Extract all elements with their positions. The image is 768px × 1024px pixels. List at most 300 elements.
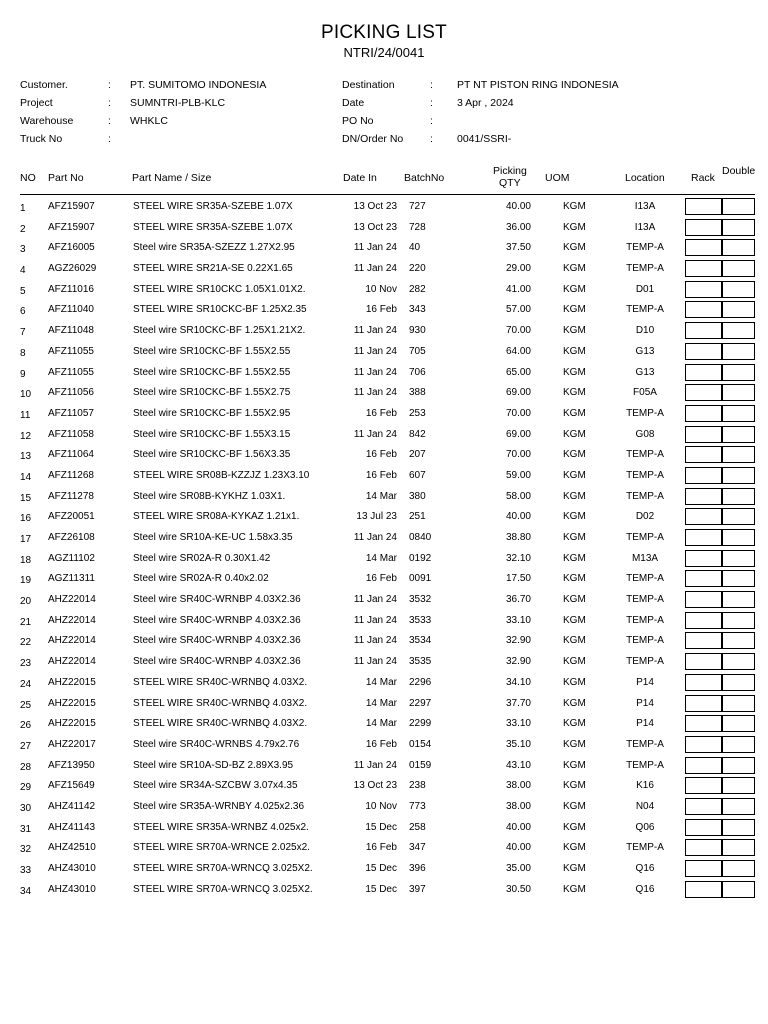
rack-checkbox[interactable] [685,695,722,712]
uom-cell: KGM [563,242,586,254]
batch-no-cell: 0091 [409,573,432,585]
date-in-cell: 16 Feb [365,304,397,316]
rack-checkbox[interactable] [685,260,722,277]
uom-cell: KGM [563,863,586,874]
table-row [0,258,768,279]
rack-checkbox[interactable] [685,653,722,670]
uom-cell: KGM [563,449,586,461]
rack-checkbox[interactable] [685,612,722,629]
location-cell: TEMP-A [626,656,664,668]
double-checkbox[interactable] [722,322,755,339]
date-in-cell: 10 Nov [365,800,397,812]
rack-checkbox[interactable] [685,757,722,774]
double-checkbox[interactable] [722,777,755,794]
location-cell: M13A [631,552,659,564]
date-in-cell: 11 Jan 24 [353,614,397,626]
header-date-in: Date In [343,172,377,184]
date-in-cell: 14 Mar [365,697,397,709]
rack-checkbox[interactable] [685,715,722,732]
table-row [0,879,768,900]
batch-no-cell: 842 [409,428,426,440]
location-cell: N04 [635,800,655,812]
picking-qty-cell: 69.00 [505,428,531,440]
uom-cell: KGM [563,780,586,792]
batch-no-cell: 2297 [409,697,432,709]
uom-cell: KGM [563,800,586,812]
picking-qty-cell: 37.70 [505,697,531,709]
double-checkbox[interactable] [722,757,755,774]
double-checkbox[interactable] [722,426,755,443]
rack-checkbox[interactable] [685,508,722,525]
rack-checkbox[interactable] [685,550,722,567]
header-double: Double [722,165,756,177]
rack-checkbox[interactable] [685,405,722,422]
location-cell: Q16 [635,863,655,874]
double-checkbox[interactable] [722,819,755,836]
row-number: 32 [20,844,32,856]
uom-cell: KGM [563,263,586,275]
double-checkbox[interactable] [722,715,755,732]
part-name-cell: Steel wire SR40C-WRNBP 4.03X2.36 [133,656,301,668]
part-name-cell: Steel wire SR10A-KE-UC 1.58x3.35 [133,532,293,543]
info-label: PO No [342,115,374,127]
info-label: Customer. [20,79,68,91]
part-no-cell: AFZ11055 [48,366,94,378]
double-checkbox[interactable] [722,550,755,567]
location-cell: TEMP-A [626,842,664,854]
part-no-cell: AHZ22015 [48,676,96,688]
row-number: 19 [20,575,32,587]
double-checkbox[interactable] [722,570,755,587]
uom-cell: KGM [563,718,586,730]
part-name-cell: Steel wire SR10A-SD-BZ 2.89X3.95 [133,759,294,771]
header-qty: QTY [499,177,521,189]
row-number: 25 [20,699,32,711]
uom-cell: KGM [563,387,586,399]
uom-cell: KGM [563,304,586,316]
rack-checkbox[interactable] [685,839,722,856]
date-in-cell: 11 Jan 24 [353,428,397,440]
row-number: 11 [20,409,31,421]
picking-qty-cell: 34.10 [505,676,531,688]
part-name-cell: STEEL WIRE SR40C-WRNBQ 4.03X2. [133,697,308,709]
rack-checkbox[interactable] [685,281,722,298]
date-in-cell: 14 Mar [365,718,397,730]
batch-no-cell: 2296 [409,676,432,688]
table-row [0,713,768,734]
date-in-cell: 13 Oct 23 [353,221,397,233]
picking-qty-cell: 36.00 [505,221,531,233]
picking-qty-cell: 32.90 [505,635,531,647]
picking-qty-cell: 58.00 [505,490,531,502]
part-no-cell: AGZ11311 [48,573,95,585]
date-in-cell: 11 Jan 24 [353,366,397,378]
uom-cell: KGM [563,532,586,543]
rack-checkbox[interactable] [685,384,722,401]
table-row [0,279,768,300]
batch-no-cell: 0159 [409,759,432,771]
picking-qty-cell: 40.00 [505,511,531,523]
location-cell: D02 [635,511,655,523]
picking-qty-cell: 35.10 [505,738,531,750]
part-name-cell: STEEL WIRE SR35A-WRNBZ 4.025x2. [133,821,309,833]
row-number: 26 [20,720,32,732]
uom-cell: KGM [563,759,586,771]
part-name-cell: STEEL WIRE SR70A-WRNCQ 3.025X2. [133,883,313,895]
table-row [0,568,768,589]
double-checkbox[interactable] [722,281,755,298]
table-row [0,196,768,217]
location-cell: G08 [635,428,655,440]
double-checkbox[interactable] [722,839,755,856]
document-number: NTRI/24/0041 [343,45,425,60]
rack-checkbox[interactable] [685,301,722,318]
rack-checkbox[interactable] [685,239,722,256]
part-name-cell: STEEL WIRE SR10CKC 1.05X1.01X2. [133,283,306,295]
date-in-cell: 13 Oct 23 [353,780,397,792]
row-number: 8 [20,347,26,359]
rack-checkbox[interactable] [685,446,722,463]
double-checkbox[interactable] [722,612,755,629]
location-cell: TEMP-A [626,469,664,481]
picking-qty-cell: 40.00 [505,201,531,212]
rack-checkbox[interactable] [685,881,722,898]
location-cell: TEMP-A [626,242,664,254]
location-cell: K16 [636,780,654,792]
table-row [0,237,768,258]
info-value: PT. SUMITOMO INDONESIA [130,79,267,91]
rack-checkbox[interactable] [685,426,722,443]
date-in-cell: 16 Feb [365,449,397,461]
rack-checkbox[interactable] [685,819,722,836]
double-checkbox[interactable] [722,343,755,360]
batch-no-cell: 607 [409,469,426,481]
info-value: SUMNTRI-PLB-KLC [130,97,226,109]
table-row [0,424,768,445]
rack-checkbox[interactable] [685,736,722,753]
part-name-cell: STEEL WIRE SR10CKC-BF 1.25X2.35 [133,304,307,316]
picking-qty-cell: 70.00 [505,407,531,419]
info-label: Destination [342,79,395,91]
double-checkbox[interactable] [722,798,755,815]
picking-qty-cell: 69.00 [505,387,531,399]
location-cell: P14 [636,676,654,688]
date-in-cell: 11 Jan 24 [353,242,397,254]
table-row [0,403,768,424]
location-cell: D01 [635,283,655,295]
info-value: WHKLC [130,115,168,127]
picking-qty-cell: 36.70 [505,594,531,606]
location-cell: G13 [635,345,655,357]
rack-checkbox[interactable] [685,219,722,236]
rack-checkbox[interactable] [685,488,722,505]
double-checkbox[interactable] [722,508,755,525]
row-number: 14 [20,471,32,483]
uom-cell: KGM [563,656,586,668]
part-no-cell: AFZ11048 [48,325,94,337]
location-cell: Q16 [635,883,655,895]
table-row [0,465,768,486]
double-checkbox[interactable] [722,239,755,256]
info-value: 3 Apr , 2024 [457,97,514,109]
row-number: 6 [20,306,26,318]
rack-checkbox[interactable] [685,322,722,339]
table-row [0,796,768,817]
picking-qty-cell: 32.90 [505,656,531,668]
table-row [0,672,768,693]
header-part-no: Part No [48,172,84,184]
date-in-cell: 16 Feb [365,842,397,854]
date-in-cell: 15 Dec [365,863,397,874]
picking-qty-cell: 32.10 [505,552,531,564]
date-in-cell: 16 Feb [365,469,397,481]
batch-no-cell: 396 [409,863,426,874]
row-number: 2 [20,223,26,235]
part-name-cell: STEEL WIRE SR70A-WRNCE 2.025x2. [133,842,310,854]
part-name-cell: Steel wire SR35A-SZEZZ 1.27X2.95 [133,242,295,254]
part-name-cell: STEEL WIRE SR35A-SZEBE 1.07X [133,201,293,212]
row-number: 3 [20,244,26,256]
batch-no-cell: 380 [409,490,426,502]
part-no-cell: AFZ11040 [48,304,94,316]
batch-no-cell: 0192 [409,552,432,564]
part-no-cell: AHZ22015 [48,697,96,709]
double-checkbox[interactable] [722,446,755,463]
part-no-cell: AHZ22014 [48,635,96,647]
picking-qty-cell: 40.00 [505,821,531,833]
batch-no-cell: 0840 [409,532,432,543]
uom-cell: KGM [563,738,586,750]
double-checkbox[interactable] [722,364,755,381]
uom-cell: KGM [563,821,586,833]
part-no-cell: AFZ26108 [48,532,95,543]
uom-cell: KGM [563,201,586,212]
batch-no-cell: 220 [409,263,426,275]
table-row [0,693,768,714]
table-row [0,817,768,838]
part-no-cell: AFZ15649 [48,780,95,792]
table-row [0,630,768,651]
part-name-cell: STEEL WIRE SR21A-SE 0.22X1.65 [133,263,293,275]
part-no-cell: AFZ15907 [48,221,95,233]
header-rack: Rack [691,172,715,184]
part-no-cell: AHZ42510 [48,842,96,854]
picking-table-body [0,196,768,899]
double-checkbox[interactable] [722,405,755,422]
uom-cell: KGM [563,676,586,688]
row-number: 7 [20,327,26,339]
table-row [0,548,768,569]
date-in-cell: 11 Jan 24 [353,635,397,647]
part-no-cell: AFZ11278 [48,490,94,502]
table-row [0,320,768,341]
part-name-cell: Steel wire SR10CKC-BF 1.55X3.15 [133,428,291,440]
row-number: 29 [20,782,32,794]
header-uom: UOM [545,172,570,184]
date-in-cell: 11 Jan 24 [353,594,397,606]
batch-no-cell: 207 [409,449,426,461]
rack-checkbox[interactable] [685,632,722,649]
location-cell: TEMP-A [626,594,664,606]
date-in-cell: 16 Feb [365,407,397,419]
batch-no-cell: 3533 [409,614,432,626]
batch-no-cell: 706 [409,366,426,378]
batch-no-cell: 728 [409,221,426,233]
location-cell: TEMP-A [626,759,664,771]
part-name-cell: STEEL WIRE SR35A-SZEBE 1.07X [133,221,293,233]
info-label: Date [342,97,365,109]
table-row [0,506,768,527]
info-label: Warehouse [20,115,74,127]
double-checkbox[interactable] [722,384,755,401]
part-name-cell: Steel wire SR40C-WRNBP 4.03X2.36 [133,594,301,606]
double-checkbox[interactable] [722,653,755,670]
rack-checkbox[interactable] [685,529,722,546]
part-no-cell: AFZ15907 [48,201,95,212]
location-cell: TEMP-A [626,490,664,502]
part-no-cell: AGZ11102 [48,552,95,564]
double-checkbox[interactable] [722,860,755,877]
row-number: 22 [20,637,32,649]
rack-checkbox[interactable] [685,198,722,215]
picking-qty-cell: 38.00 [505,800,531,812]
info-value: PT NT PISTON RING INDONESIA [457,79,619,91]
double-checkbox[interactable] [722,198,755,215]
part-name-cell: Steel wire SR10CKC-BF 1.25X1.21X2. [133,325,306,337]
double-checkbox[interactable] [722,301,755,318]
batch-no-cell: 3532 [409,594,432,606]
table-row [0,362,768,383]
double-checkbox[interactable] [722,529,755,546]
rack-checkbox[interactable] [685,860,722,877]
part-name-cell: Steel wire SR34A-SZCBW 3.07x4.35 [133,780,298,792]
part-name-cell: Steel wire SR40C-WRNBP 4.03X2.36 [133,614,301,626]
uom-cell: KGM [563,345,586,357]
part-no-cell: AFZ11058 [48,428,94,440]
info-label: Truck No [20,133,63,145]
date-in-cell: 16 Feb [365,573,397,585]
date-in-cell: 13 Oct 23 [353,201,397,212]
table-row [0,444,768,465]
row-number: 5 [20,285,26,297]
double-checkbox[interactable] [722,219,755,236]
uom-cell: KGM [563,552,586,564]
info-right-block [342,79,762,159]
picking-qty-cell: 70.00 [505,325,531,337]
picking-qty-cell: 57.00 [505,304,531,316]
date-in-cell: 13 Jul 23 [356,511,397,523]
part-no-cell: AHZ22015 [48,718,96,730]
location-cell: TEMP-A [626,407,664,419]
batch-no-cell: 253 [409,407,426,419]
part-no-cell: AHZ22017 [48,738,96,750]
double-checkbox[interactable] [722,674,755,691]
part-no-cell: AFZ11055 [48,345,94,357]
batch-no-cell: 282 [409,283,426,295]
batch-no-cell: 343 [409,304,426,316]
uom-cell: KGM [563,407,586,419]
document-title: PICKING LIST [321,22,447,43]
header-batch-no: BatchNo [404,172,445,184]
info-label: DN/Order No [342,133,404,145]
header-divider [20,194,755,195]
double-checkbox[interactable] [722,260,755,277]
row-number: 23 [20,658,32,670]
table-row [0,382,768,403]
table-row [0,734,768,755]
table-row [0,299,768,320]
table-row [0,755,768,776]
location-cell: P14 [636,718,654,730]
batch-no-cell: 397 [409,883,426,895]
date-in-cell: 14 Mar [365,552,397,564]
date-in-cell: 11 Jan 24 [353,345,397,357]
part-name-cell: Steel wire SR10CKC-BF 1.55X2.95 [133,407,291,419]
double-checkbox[interactable] [722,695,755,712]
double-checkbox[interactable] [722,488,755,505]
part-name-cell: STEEL WIRE SR40C-WRNBQ 4.03X2. [133,718,308,730]
picking-qty-cell: 29.00 [505,263,531,275]
part-no-cell: AFZ20051 [48,511,95,523]
date-in-cell: 14 Mar [365,490,397,502]
location-cell: TEMP-A [626,635,664,647]
batch-no-cell: 251 [409,511,426,523]
uom-cell: KGM [563,283,586,295]
double-checkbox[interactable] [722,632,755,649]
picking-qty-cell: 70.00 [505,449,531,461]
part-name-cell: Steel wire SR40C-WRNBS 4.79x2.76 [133,738,300,750]
header-location: Location [625,172,665,184]
part-no-cell: AHZ22014 [48,594,96,606]
date-in-cell: 11 Jan 24 [353,387,397,399]
info-colon: : [108,97,111,109]
batch-no-cell: 2299 [409,718,432,730]
rack-checkbox[interactable] [685,343,722,360]
batch-no-cell: 705 [409,345,426,357]
rack-checkbox[interactable] [685,777,722,794]
rack-checkbox[interactable] [685,467,722,484]
row-number: 30 [20,802,32,814]
batch-no-cell: 388 [409,387,426,399]
picking-qty-cell: 33.10 [505,614,531,626]
rack-checkbox[interactable] [685,570,722,587]
uom-cell: KGM [563,635,586,647]
double-checkbox[interactable] [722,467,755,484]
picking-qty-cell: 37.50 [505,242,531,254]
rack-checkbox[interactable] [685,674,722,691]
table-header [0,162,768,196]
date-in-cell: 14 Mar [365,676,397,688]
part-no-cell: AHZ22014 [48,656,96,668]
picking-qty-cell: 41.00 [505,283,531,295]
picking-qty-cell: 43.10 [505,759,531,771]
row-number: 31 [20,823,32,835]
double-checkbox[interactable] [722,591,755,608]
table-row [0,858,768,879]
double-checkbox[interactable] [722,736,755,753]
part-no-cell: AFZ11057 [48,407,94,419]
double-checkbox[interactable] [722,881,755,898]
date-in-cell: 11 Jan 24 [353,759,397,771]
rack-checkbox[interactable] [685,364,722,381]
part-name-cell: Steel wire SR02A-R 0.30X1.42 [133,552,271,564]
row-number: 27 [20,740,32,752]
rack-checkbox[interactable] [685,591,722,608]
table-row [0,775,768,796]
rack-checkbox[interactable] [685,798,722,815]
part-no-cell: AHZ43010 [48,883,96,895]
date-in-cell: 11 Jan 24 [353,325,397,337]
